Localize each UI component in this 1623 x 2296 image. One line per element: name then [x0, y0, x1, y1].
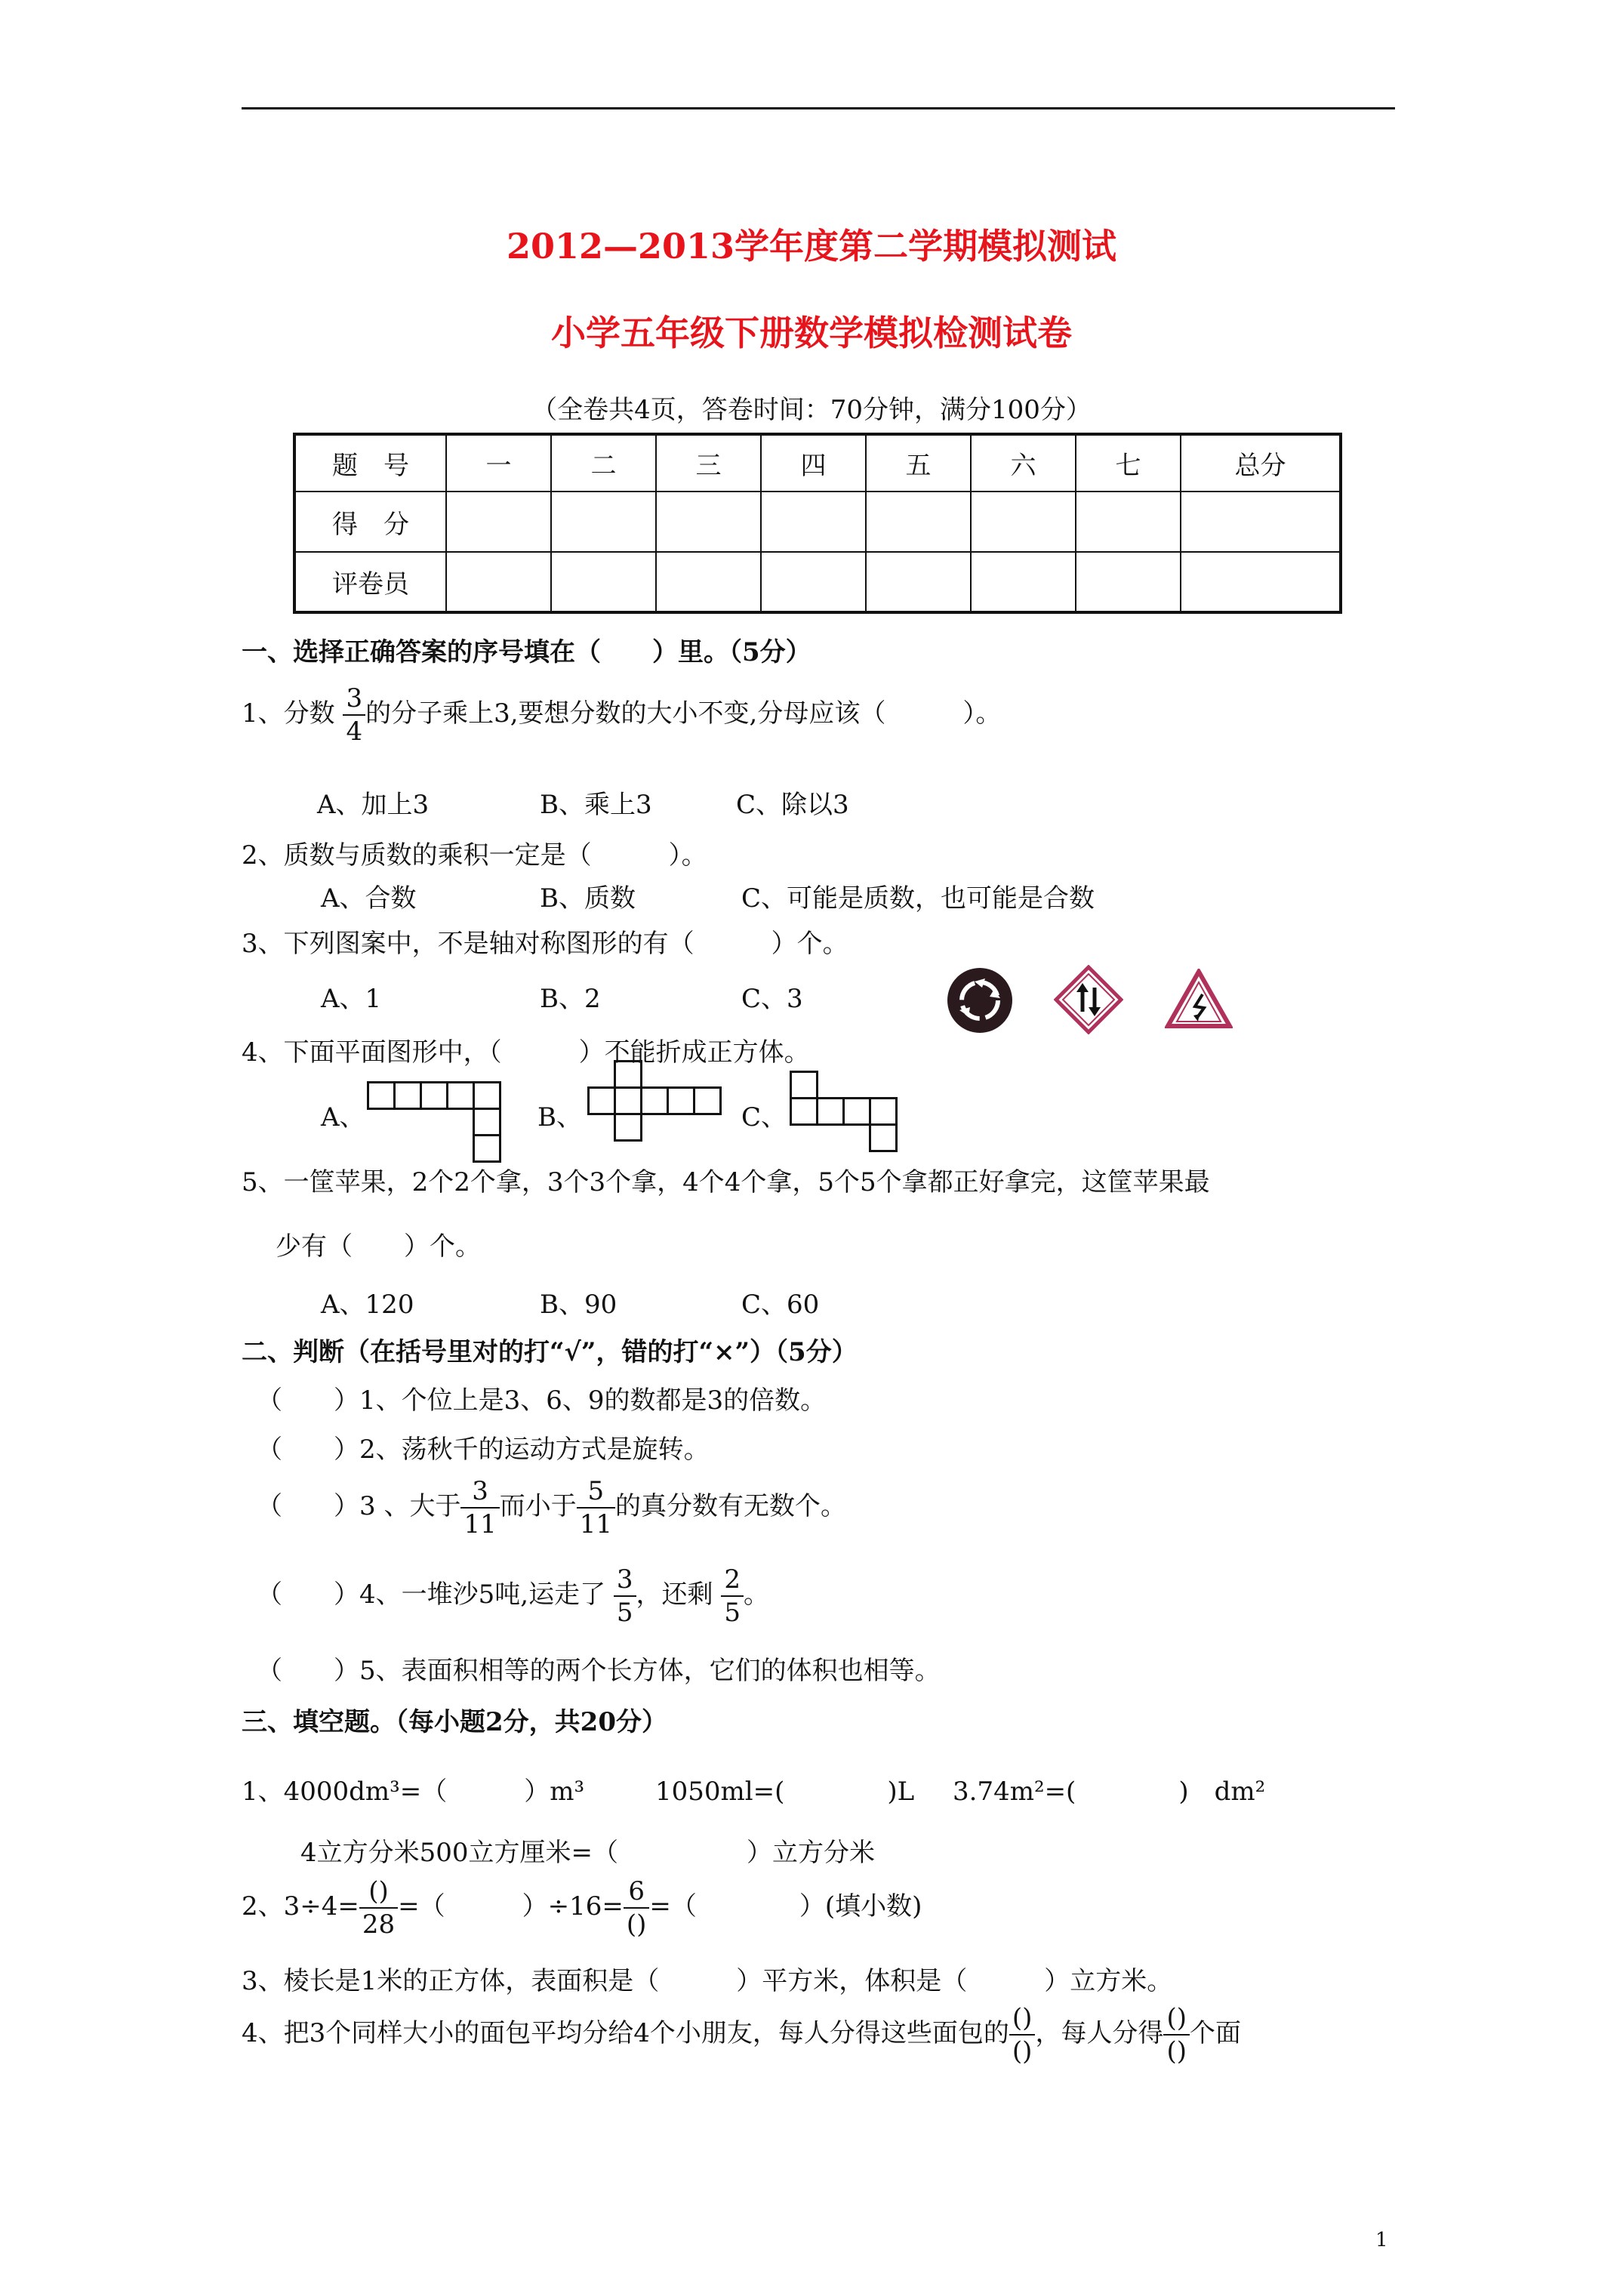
roundabout-sign-icon: [946, 966, 1014, 1034]
numerator: 2: [721, 1567, 744, 1597]
s1-q2: 2、质数与质数的乘积一定是（ ）。: [242, 840, 707, 871]
table-row-label: 评卷员: [294, 552, 446, 612]
denominator: (): [1166, 2036, 1187, 2066]
s1-q4-option-a: A、: [321, 1102, 365, 1133]
denominator: (): [626, 1909, 647, 1940]
denominator: 11: [579, 1509, 612, 1539]
score-cell[interactable]: [446, 492, 551, 552]
grader-cell[interactable]: [551, 552, 656, 612]
table-header-cell: 一: [446, 434, 551, 492]
numerator: 3: [614, 1567, 636, 1597]
score-cell[interactable]: [866, 492, 971, 552]
s1-q2-option-b: B、质数: [540, 883, 636, 914]
grader-cell[interactable]: [866, 552, 971, 612]
s2-item-4: [257, 1564, 769, 1628]
s1-q4-option-b: B、: [537, 1102, 582, 1133]
grader-cell[interactable]: [446, 552, 551, 612]
numerator: (): [1163, 2005, 1190, 2036]
table-header-cell: 题 号: [294, 434, 446, 492]
s2-item-text: 3 、大于: [359, 1491, 461, 1521]
s3-q1-part-c: 3.74m²=( ) dm²: [953, 1777, 1266, 1807]
s1-q2-option-c: C、可能是质数，也可能是合数: [741, 883, 1095, 914]
fraction: [1009, 2005, 1036, 2064]
answer-bracket[interactable]: （ ）: [257, 1579, 359, 1610]
header-rule: [242, 107, 1395, 109]
s3-q3: 3、棱长是1米的正方体，表面积是（ ）平方米，体积是（ ）立方米。: [242, 1966, 1173, 1996]
title-year: 2012—2013学年度第二学期模拟测试: [506, 226, 1117, 267]
table-header-cell: 六: [971, 434, 1076, 492]
s3-q2: [242, 1876, 922, 1940]
s1-q1-post: 的分子乘上3,要想分数的大小不变,分母应该（ ）。: [365, 698, 1002, 729]
s2-item-5: [257, 1650, 941, 1687]
s1-q5-option-b: B、90: [540, 1290, 617, 1320]
s1-q3: 3、下列图案中，不是轴对称图形的有（ ）个。: [242, 929, 848, 959]
table-header-cell: 五: [866, 434, 971, 492]
denominator: (): [1012, 2036, 1033, 2066]
exam-info: （全卷共4页，答卷时间：70分钟，满分100分）: [531, 395, 1092, 425]
section3-heading: 三、填空题。（每小题2分，共20分）: [242, 1707, 667, 1737]
s3-q2-text: =（ ）(填小数): [649, 1891, 922, 1922]
grader-cell[interactable]: [761, 552, 866, 612]
fraction: [460, 1478, 499, 1537]
s3-q2-text: =（ ）÷16=: [398, 1891, 624, 1922]
s2-item-text: ，还剩: [636, 1579, 713, 1610]
s3-q4-text: ，每人分得: [1035, 2018, 1164, 2048]
answer-bracket[interactable]: （ ）: [257, 1491, 359, 1521]
title-paper: 小学五年级下册数学模拟检测试卷: [551, 313, 1072, 353]
page-number: 1: [1375, 2229, 1388, 2251]
s1-q1-pre: 1、分数: [242, 698, 335, 729]
s2-item-text: 1、个位上是3、6、9的数都是3的倍数。: [359, 1385, 827, 1416]
s2-item-3: [257, 1478, 846, 1537]
score-cell[interactable]: [551, 492, 656, 552]
s3-q1-line2: 4立方分米500立方厘米=（ ）立方分米: [300, 1838, 876, 1868]
s1-q1: [242, 683, 1002, 747]
grader-cell[interactable]: [971, 552, 1076, 612]
s1-q5-option-a: A、120: [321, 1290, 414, 1320]
s2-item-1: [257, 1379, 826, 1416]
denominator: 5: [724, 1598, 741, 1628]
table-header-cell: 七: [1076, 434, 1181, 492]
s2-item-text: 。: [743, 1579, 769, 1610]
s2-item-text: 5、表面积相等的两个长方体，它们的体积也相等。: [359, 1656, 941, 1686]
table-header-cell: 总分: [1181, 434, 1341, 492]
answer-bracket[interactable]: （ ）: [257, 1656, 359, 1686]
table-header-cell: 四: [761, 434, 866, 492]
fraction: [624, 1876, 650, 1940]
section2-heading: 二、判断（在括号里对的打“√”，错的打“×”）（5分）: [242, 1337, 858, 1367]
high-voltage-sign-icon: [1165, 969, 1233, 1029]
s1-q5-line1: 5、一筐苹果，2个2个拿，3个3个拿，4个4个拿，5个5个拿都正好拿完，这筐苹果最: [242, 1167, 1210, 1197]
s2-item-text: 2、荡秋千的运动方式是旋转。: [359, 1435, 710, 1465]
s1-q1-option-a: A、加上3: [317, 790, 430, 820]
table-row-label: 得 分: [294, 492, 446, 552]
table-header-cell: 二: [551, 434, 656, 492]
score-cell[interactable]: [656, 492, 761, 552]
score-cell[interactable]: [1181, 492, 1341, 552]
s2-item-text: 的真分数有无数个。: [614, 1491, 846, 1521]
two-way-traffic-sign-icon: [1054, 965, 1123, 1034]
denominator: 4: [346, 717, 363, 747]
s3-q4: [242, 2005, 1241, 2064]
fraction: [1163, 2005, 1190, 2064]
fraction: [359, 1876, 398, 1940]
s1-q3-option-b: B、2: [540, 984, 601, 1014]
s1-q3-option-a: A、1: [321, 984, 382, 1014]
s2-item-text: 4、一堆沙5吨,运走了: [359, 1579, 606, 1610]
fraction: [614, 1564, 636, 1628]
numerator: (): [1009, 2005, 1036, 2036]
score-cell[interactable]: [971, 492, 1076, 552]
numerator: 3: [343, 686, 365, 716]
numerator: 3: [460, 1478, 499, 1509]
answer-bracket[interactable]: （ ）: [257, 1385, 359, 1416]
fraction: [721, 1564, 744, 1628]
numerator: 5: [577, 1478, 615, 1509]
s3-q4-text: 4、把3个同样大小的面包平均分给4个小朋友，每人分得这些面包的: [242, 2018, 1009, 2048]
score-table: [293, 433, 1342, 614]
s1-q1-option-b: B、乘上3: [540, 790, 652, 820]
section1-heading: 一、选择正确答案的序号填在（ ）里。（5分）: [242, 637, 812, 667]
s2-item-text: 而小于: [499, 1491, 577, 1521]
s3-q2-text: 2、3÷4=: [242, 1891, 359, 1922]
s1-q5-option-c: C、60: [741, 1290, 820, 1320]
grader-cell[interactable]: [1076, 552, 1181, 612]
s3-q1-part-b: 1050ml=( )L: [655, 1777, 915, 1807]
fraction: [577, 1478, 615, 1537]
denominator: 11: [463, 1509, 497, 1539]
s3-q1-part-a: 1、4000dm³=（ ）m³: [242, 1777, 585, 1807]
numerator: 6: [624, 1878, 650, 1909]
denominator: 5: [616, 1598, 633, 1628]
fraction: [343, 683, 365, 747]
s2-item-2: [257, 1428, 710, 1465]
s1-q3-option-c: C、3: [741, 984, 803, 1014]
s1-q1-option-c: C、除以3: [736, 790, 849, 820]
score-cell[interactable]: [1076, 492, 1181, 552]
grader-cell[interactable]: [656, 552, 761, 612]
s1-q4: 4、下面平面图形中，（ ）不能折成正方体。: [242, 1037, 810, 1068]
answer-bracket[interactable]: （ ）: [257, 1435, 359, 1465]
score-cell[interactable]: [761, 492, 866, 552]
s3-q4-text: 个面: [1189, 2018, 1241, 2048]
numerator: (): [359, 1878, 398, 1909]
s1-q2-option-a: A、合数: [321, 883, 417, 914]
s1-q5-line2: 少有（ ）个。: [276, 1231, 481, 1262]
s1-q4-option-c: C、: [741, 1102, 787, 1133]
grader-cell[interactable]: [1181, 552, 1341, 612]
denominator: 28: [362, 1909, 396, 1940]
table-header-cell: 三: [656, 434, 761, 492]
